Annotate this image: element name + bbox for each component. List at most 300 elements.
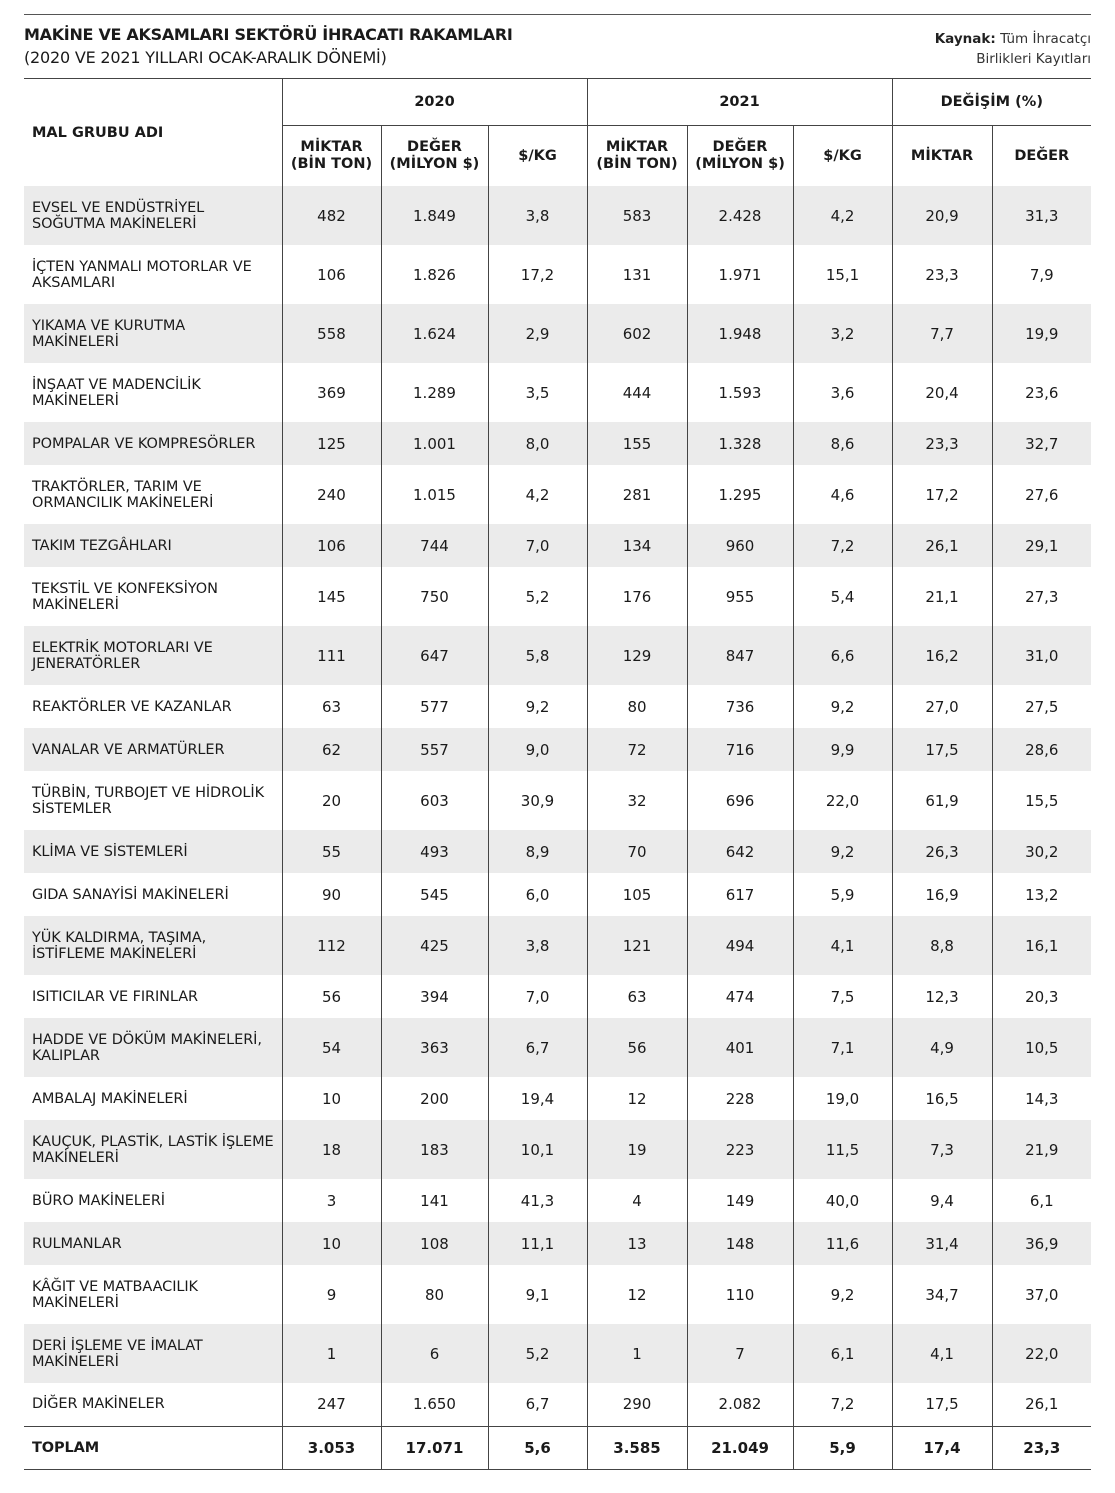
cell-deger-2021: 1.328 xyxy=(687,422,793,465)
cell-miktar-2021: 131 xyxy=(587,245,687,304)
cell-change-miktar: 4,1 xyxy=(892,1324,992,1383)
cell-perkg-2021: 7,2 xyxy=(793,524,892,567)
row-label-line: DERİ İŞLEME VE İMALAT xyxy=(32,1337,203,1354)
cell-perkg-2021: 22,0 xyxy=(793,771,892,830)
cell-deger-2020: 394 xyxy=(381,975,488,1018)
group-header-2020: 2020 xyxy=(282,79,587,126)
row-label-line: TÜRBİN, TURBOJET VE HİDROLİK xyxy=(32,784,264,801)
cell-change-deger: 15,5 xyxy=(992,771,1091,830)
cell-deger-2020: 1.650 xyxy=(381,1383,488,1426)
row-label-line: ORMANCILIK MAKİNELERİ xyxy=(32,494,214,511)
cell-perkg-2020: 17,2 xyxy=(488,245,587,304)
cell-perkg-2020: 5,2 xyxy=(488,567,587,626)
cell-change-miktar: 16,9 xyxy=(892,873,992,916)
cell-deger-2020: 577 xyxy=(381,685,488,728)
cell-change-miktar: 61,9 xyxy=(892,771,992,830)
cell-deger-2020: 1.001 xyxy=(381,422,488,465)
table-row xyxy=(24,363,1091,422)
cell-miktar-2020: 54 xyxy=(282,1018,381,1077)
cell-miktar-2021: 70 xyxy=(587,830,687,873)
group-header-2021: 2021 xyxy=(587,79,892,126)
table-row xyxy=(24,1265,1091,1324)
table-row xyxy=(24,304,1091,363)
cell-change-miktar: 27,0 xyxy=(892,685,992,728)
cell-change-miktar: 34,7 xyxy=(892,1265,992,1324)
cell-miktar-2020: 63 xyxy=(282,685,381,728)
cell-miktar-2020: 145 xyxy=(282,567,381,626)
table-row xyxy=(24,1222,1091,1265)
cell-deger-2021: 960 xyxy=(687,524,793,567)
cell-deger-2020: 557 xyxy=(381,728,488,771)
cell-change-deger: 37,0 xyxy=(992,1265,1091,1324)
cell-perkg-2021: 9,2 xyxy=(793,685,892,728)
total-change-miktar: 17,4 xyxy=(892,1426,992,1469)
row-label-line: İNŞAAT VE MADENCİLİK xyxy=(32,376,201,393)
cell-change-miktar: 21,1 xyxy=(892,567,992,626)
column-header-change-deger: DEĞER xyxy=(992,126,1091,187)
table-row xyxy=(24,186,1091,245)
row-label-line: DİĞER MAKİNELER xyxy=(32,1396,165,1413)
cell-miktar-2021: 56 xyxy=(587,1018,687,1077)
row-label-line: JENERATÖRLER xyxy=(32,655,141,672)
cell-deger-2021: 1.295 xyxy=(687,465,793,524)
cell-perkg-2021: 3,2 xyxy=(793,304,892,363)
cell-change-deger: 19,9 xyxy=(992,304,1091,363)
cell-deger-2021: 401 xyxy=(687,1018,793,1077)
row-label xyxy=(24,728,282,771)
cell-change-miktar: 31,4 xyxy=(892,1222,992,1265)
row-label-line: MAKİNELERİ xyxy=(32,333,119,350)
cell-deger-2020: 200 xyxy=(381,1077,488,1120)
cell-perkg-2021: 40,0 xyxy=(793,1179,892,1222)
row-label-line: MAKİNELERİ xyxy=(32,596,119,613)
cell-change-miktar: 16,5 xyxy=(892,1077,992,1120)
cell-miktar-2020: 9 xyxy=(282,1265,381,1324)
cell-perkg-2020: 30,9 xyxy=(488,771,587,830)
cell-change-deger: 21,9 xyxy=(992,1120,1091,1179)
cell-miktar-2020: 10 xyxy=(282,1222,381,1265)
total-deger-2021: 21.049 xyxy=(687,1426,793,1469)
total-deger-2020: 17.071 xyxy=(381,1426,488,1469)
cell-change-deger: 36,9 xyxy=(992,1222,1091,1265)
cell-miktar-2021: 155 xyxy=(587,422,687,465)
table-row xyxy=(24,465,1091,524)
source-line2: Birlikleri Kayıtları xyxy=(976,51,1091,67)
cell-perkg-2020: 7,0 xyxy=(488,524,587,567)
column-header-miktar-2021: MİKTAR (BİN TON) xyxy=(596,139,678,172)
cell-perkg-2020: 2,9 xyxy=(488,304,587,363)
cell-change-deger: 27,3 xyxy=(992,567,1091,626)
cell-perkg-2020: 7,0 xyxy=(488,975,587,1018)
column-header-miktar-2020: MİKTAR (BİN TON) xyxy=(290,139,373,172)
cell-change-deger: 28,6 xyxy=(992,728,1091,771)
cell-miktar-2020: 369 xyxy=(282,363,381,422)
total-miktar-2021: 3.585 xyxy=(587,1426,687,1469)
row-label-line: VANALAR VE ARMATÜRLER xyxy=(32,741,225,758)
cell-miktar-2021: 63 xyxy=(587,975,687,1018)
cell-change-deger: 29,1 xyxy=(992,524,1091,567)
cell-deger-2020: 108 xyxy=(381,1222,488,1265)
table-row xyxy=(24,567,1091,626)
cell-deger-2021: 642 xyxy=(687,830,793,873)
cell-change-miktar: 9,4 xyxy=(892,1179,992,1222)
table-row xyxy=(24,1018,1091,1077)
cell-perkg-2021: 5,4 xyxy=(793,567,892,626)
cell-change-deger: 27,6 xyxy=(992,465,1091,524)
cell-deger-2021: 696 xyxy=(687,771,793,830)
row-label-line: SOĞUTMA MAKİNELERİ xyxy=(32,215,197,232)
cell-miktar-2021: 176 xyxy=(587,567,687,626)
row-label xyxy=(24,1120,282,1179)
table-row xyxy=(24,422,1091,465)
cell-deger-2020: 1.289 xyxy=(381,363,488,422)
cell-deger-2021: 1.593 xyxy=(687,363,793,422)
table-row xyxy=(24,873,1091,916)
row-label-line: POMPALAR VE KOMPRESÖRLER xyxy=(32,435,256,452)
cell-miktar-2021: 583 xyxy=(587,186,687,245)
cell-change-miktar: 20,4 xyxy=(892,363,992,422)
cell-perkg-2020: 19,4 xyxy=(488,1077,587,1120)
cell-perkg-2021: 11,6 xyxy=(793,1222,892,1265)
cell-change-deger: 13,2 xyxy=(992,873,1091,916)
cell-deger-2020: 80 xyxy=(381,1265,488,1324)
cell-change-miktar: 7,7 xyxy=(892,304,992,363)
table-row xyxy=(24,1179,1091,1222)
row-label-line: YIKAMA VE KURUTMA xyxy=(32,317,186,334)
cell-deger-2021: 716 xyxy=(687,728,793,771)
cell-deger-2021: 2.082 xyxy=(687,1383,793,1426)
cell-perkg-2020: 5,8 xyxy=(488,626,587,685)
column-header-name: MAL GRUBU ADI xyxy=(24,79,282,187)
row-label-line: KÂĞIT VE MATBAACILIK xyxy=(32,1278,198,1295)
cell-deger-2021: 617 xyxy=(687,873,793,916)
cell-change-deger: 26,1 xyxy=(992,1383,1091,1426)
cell-change-deger: 14,3 xyxy=(992,1077,1091,1120)
row-label xyxy=(24,873,282,916)
row-label xyxy=(24,186,282,245)
cell-miktar-2020: 20 xyxy=(282,771,381,830)
row-label-line: MAKİNELERİ xyxy=(32,1149,119,1166)
cell-miktar-2020: 1 xyxy=(282,1324,381,1383)
cell-deger-2020: 1.624 xyxy=(381,304,488,363)
total-change-deger: 23,3 xyxy=(992,1426,1091,1469)
row-label xyxy=(24,916,282,975)
cell-perkg-2021: 5,9 xyxy=(793,873,892,916)
cell-change-deger: 27,5 xyxy=(992,685,1091,728)
page-subtitle: (2020 VE 2021 YILLARI OCAK-ARALIK DÖNEMİ) xyxy=(24,48,387,67)
cell-deger-2020: 493 xyxy=(381,830,488,873)
cell-perkg-2020: 9,1 xyxy=(488,1265,587,1324)
cell-perkg-2021: 7,5 xyxy=(793,975,892,1018)
cell-miktar-2021: 19 xyxy=(587,1120,687,1179)
table-row xyxy=(24,1120,1091,1179)
cell-deger-2021: 474 xyxy=(687,975,793,1018)
cell-deger-2021: 228 xyxy=(687,1077,793,1120)
column-header-deger-2020: DEĞER (MİLYON $) xyxy=(381,126,488,187)
cell-miktar-2021: 602 xyxy=(587,304,687,363)
cell-deger-2021: 149 xyxy=(687,1179,793,1222)
cell-perkg-2021: 4,1 xyxy=(793,916,892,975)
cell-change-miktar: 17,2 xyxy=(892,465,992,524)
group-header-change: DEĞİŞİM (%) xyxy=(892,79,1091,126)
cell-change-miktar: 23,3 xyxy=(892,245,992,304)
row-label-line: KLİMA VE SİSTEMLERİ xyxy=(32,843,188,860)
table-row xyxy=(24,728,1091,771)
cell-deger-2020: 141 xyxy=(381,1179,488,1222)
row-label-line: SİSTEMLER xyxy=(32,800,112,817)
cell-miktar-2021: 281 xyxy=(587,465,687,524)
cell-change-deger: 32,7 xyxy=(992,422,1091,465)
cell-deger-2021: 110 xyxy=(687,1265,793,1324)
row-label-line: İÇTEN YANMALI MOTORLAR VE xyxy=(32,258,252,275)
cell-miktar-2021: 105 xyxy=(587,873,687,916)
cell-change-miktar: 23,3 xyxy=(892,422,992,465)
cell-deger-2021: 1.948 xyxy=(687,304,793,363)
row-label-line: MAKİNELERİ xyxy=(32,1294,119,1311)
cell-change-deger: 7,9 xyxy=(992,245,1091,304)
cell-deger-2021: 955 xyxy=(687,567,793,626)
cell-perkg-2020: 3,8 xyxy=(488,916,587,975)
table-row xyxy=(24,626,1091,685)
row-label xyxy=(24,524,282,567)
cell-miktar-2021: 12 xyxy=(587,1077,687,1120)
cell-deger-2020: 545 xyxy=(381,873,488,916)
cell-perkg-2021: 6,1 xyxy=(793,1324,892,1383)
source-note xyxy=(935,29,1091,69)
cell-miktar-2020: 3 xyxy=(282,1179,381,1222)
column-header-perkg-2020: $/KG xyxy=(488,126,587,187)
cell-deger-2020: 183 xyxy=(381,1120,488,1179)
row-label xyxy=(24,1324,282,1383)
row-label-line: MAKİNELERİ xyxy=(32,392,119,409)
top-rule xyxy=(24,14,1091,15)
row-label xyxy=(24,626,282,685)
cell-miktar-2021: 32 xyxy=(587,771,687,830)
cell-change-miktar: 26,3 xyxy=(892,830,992,873)
cell-deger-2020: 1.826 xyxy=(381,245,488,304)
page-title: MAKİNE VE AKSAMLARI SEKTÖRÜ İHRACATI RAKAMLARI xyxy=(24,25,513,44)
cell-change-deger: 20,3 xyxy=(992,975,1091,1018)
cell-perkg-2021: 9,2 xyxy=(793,1265,892,1324)
cell-change-deger: 16,1 xyxy=(992,916,1091,975)
total-miktar-2020: 3.053 xyxy=(282,1426,381,1469)
cell-perkg-2020: 11,1 xyxy=(488,1222,587,1265)
row-label-line: KAUÇUK, PLASTİK, LASTİK İŞLEME xyxy=(32,1133,274,1150)
cell-perkg-2021: 9,2 xyxy=(793,830,892,873)
total-row xyxy=(24,1426,1091,1469)
cell-miktar-2021: 444 xyxy=(587,363,687,422)
row-label xyxy=(24,422,282,465)
cell-perkg-2021: 9,9 xyxy=(793,728,892,771)
column-header-perkg-2021: $/KG xyxy=(793,126,892,187)
cell-change-deger: 6,1 xyxy=(992,1179,1091,1222)
cell-deger-2020: 1.015 xyxy=(381,465,488,524)
cell-miktar-2021: 121 xyxy=(587,916,687,975)
cell-deger-2021: 223 xyxy=(687,1120,793,1179)
cell-perkg-2020: 41,3 xyxy=(488,1179,587,1222)
cell-change-miktar: 26,1 xyxy=(892,524,992,567)
cell-miktar-2020: 240 xyxy=(282,465,381,524)
cell-perkg-2020: 4,2 xyxy=(488,465,587,524)
row-label-line: KALIPLAR xyxy=(32,1047,100,1064)
cell-miktar-2021: 129 xyxy=(587,626,687,685)
row-label-line: İSTİFLEME MAKİNELERİ xyxy=(32,945,197,962)
cell-deger-2021: 7 xyxy=(687,1324,793,1383)
source-label: Kaynak: xyxy=(934,31,996,47)
row-label xyxy=(24,1265,282,1324)
table-row xyxy=(24,975,1091,1018)
cell-perkg-2021: 19,0 xyxy=(793,1077,892,1120)
row-label xyxy=(24,685,282,728)
table-row xyxy=(24,1077,1091,1120)
cell-miktar-2021: 1 xyxy=(587,1324,687,1383)
row-label-line: HADDE VE DÖKÜM MAKİNELERİ, xyxy=(32,1031,262,1048)
cell-change-miktar: 8,8 xyxy=(892,916,992,975)
total-label: TOPLAM xyxy=(32,1439,100,1456)
row-label-line: MAKİNELERİ xyxy=(32,1353,119,1370)
cell-change-miktar: 17,5 xyxy=(892,728,992,771)
export-table xyxy=(24,78,1091,1470)
cell-miktar-2021: 80 xyxy=(587,685,687,728)
cell-perkg-2021: 8,6 xyxy=(793,422,892,465)
row-label-line: TAKIM TEZGÂHLARI xyxy=(32,537,172,554)
cell-miktar-2020: 558 xyxy=(282,304,381,363)
cell-miktar-2020: 106 xyxy=(282,524,381,567)
row-label-line: YÜK KALDIRMA, TAŞIMA, xyxy=(32,929,207,946)
cell-miktar-2020: 10 xyxy=(282,1077,381,1120)
table-row xyxy=(24,685,1091,728)
cell-change-deger: 31,0 xyxy=(992,626,1091,685)
cell-change-miktar: 20,9 xyxy=(892,186,992,245)
row-label xyxy=(24,975,282,1018)
cell-miktar-2020: 111 xyxy=(282,626,381,685)
cell-miktar-2021: 290 xyxy=(587,1383,687,1426)
cell-miktar-2020: 112 xyxy=(282,916,381,975)
cell-deger-2021: 1.971 xyxy=(687,245,793,304)
row-label xyxy=(24,363,282,422)
cell-miktar-2020: 125 xyxy=(282,422,381,465)
cell-deger-2021: 736 xyxy=(687,685,793,728)
cell-miktar-2021: 12 xyxy=(587,1265,687,1324)
cell-perkg-2020: 6,7 xyxy=(488,1018,587,1077)
cell-miktar-2021: 134 xyxy=(587,524,687,567)
cell-perkg-2020: 9,0 xyxy=(488,728,587,771)
row-label-line: AKSAMLARI xyxy=(32,274,116,291)
total-perkg-2020: 5,6 xyxy=(488,1426,587,1469)
cell-change-miktar: 7,3 xyxy=(892,1120,992,1179)
row-label xyxy=(24,1383,282,1426)
table-row xyxy=(24,916,1091,975)
table-row xyxy=(24,1324,1091,1383)
cell-perkg-2020: 8,9 xyxy=(488,830,587,873)
cell-perkg-2020: 3,5 xyxy=(488,363,587,422)
cell-change-miktar: 16,2 xyxy=(892,626,992,685)
row-label-line: AMBALAJ MAKİNELERİ xyxy=(32,1090,188,1107)
row-label-line: TEKSTİL VE KONFEKSİYON xyxy=(32,580,218,597)
cell-miktar-2021: 72 xyxy=(587,728,687,771)
cell-deger-2020: 6 xyxy=(381,1324,488,1383)
cell-change-deger: 30,2 xyxy=(992,830,1091,873)
row-label xyxy=(24,1018,282,1077)
cell-miktar-2021: 4 xyxy=(587,1179,687,1222)
cell-change-deger: 31,3 xyxy=(992,186,1091,245)
cell-miktar-2021: 13 xyxy=(587,1222,687,1265)
row-label xyxy=(24,465,282,524)
table-body xyxy=(24,186,1091,1469)
cell-perkg-2020: 10,1 xyxy=(488,1120,587,1179)
cell-deger-2020: 744 xyxy=(381,524,488,567)
source-line1: Tüm İhracatçı xyxy=(1000,31,1091,47)
cell-miktar-2020: 482 xyxy=(282,186,381,245)
cell-deger-2020: 1.849 xyxy=(381,186,488,245)
cell-miktar-2020: 55 xyxy=(282,830,381,873)
cell-perkg-2021: 6,6 xyxy=(793,626,892,685)
cell-perkg-2020: 5,2 xyxy=(488,1324,587,1383)
cell-deger-2020: 603 xyxy=(381,771,488,830)
cell-miktar-2020: 18 xyxy=(282,1120,381,1179)
cell-change-miktar: 12,3 xyxy=(892,975,992,1018)
cell-miktar-2020: 106 xyxy=(282,245,381,304)
cell-perkg-2021: 11,5 xyxy=(793,1120,892,1179)
row-label-line: EVSEL VE ENDÜSTRİYEL xyxy=(32,199,205,216)
row-label xyxy=(24,245,282,304)
cell-perkg-2020: 6,0 xyxy=(488,873,587,916)
cell-perkg-2020: 9,2 xyxy=(488,685,587,728)
cell-deger-2020: 647 xyxy=(381,626,488,685)
row-label xyxy=(24,567,282,626)
table-row xyxy=(24,771,1091,830)
table-row xyxy=(24,830,1091,873)
row-label xyxy=(24,771,282,830)
cell-perkg-2021: 7,1 xyxy=(793,1018,892,1077)
row-label-line: ISITICILAR VE FIRINLAR xyxy=(32,988,199,1005)
total-perkg-2021: 5,9 xyxy=(793,1426,892,1469)
table-row xyxy=(24,524,1091,567)
cell-deger-2021: 847 xyxy=(687,626,793,685)
cell-deger-2020: 425 xyxy=(381,916,488,975)
cell-change-deger: 22,0 xyxy=(992,1324,1091,1383)
table-row xyxy=(24,245,1091,304)
row-label-line: RULMANLAR xyxy=(32,1235,122,1252)
cell-change-miktar: 4,9 xyxy=(892,1018,992,1077)
cell-change-miktar: 17,5 xyxy=(892,1383,992,1426)
cell-miktar-2020: 62 xyxy=(282,728,381,771)
row-label xyxy=(24,830,282,873)
cell-change-deger: 10,5 xyxy=(992,1018,1091,1077)
cell-perkg-2021: 3,6 xyxy=(793,363,892,422)
row-label-line: TRAKTÖRLER, TARIM VE xyxy=(32,478,202,495)
table-row xyxy=(24,1383,1091,1426)
cell-miktar-2020: 90 xyxy=(282,873,381,916)
cell-deger-2020: 750 xyxy=(381,567,488,626)
cell-miktar-2020: 247 xyxy=(282,1383,381,1426)
cell-deger-2021: 148 xyxy=(687,1222,793,1265)
cell-perkg-2020: 8,0 xyxy=(488,422,587,465)
row-label xyxy=(24,1222,282,1265)
cell-perkg-2021: 4,6 xyxy=(793,465,892,524)
cell-perkg-2020: 6,7 xyxy=(488,1383,587,1426)
cell-perkg-2020: 3,8 xyxy=(488,186,587,245)
cell-deger-2020: 363 xyxy=(381,1018,488,1077)
row-label xyxy=(24,1077,282,1120)
row-label xyxy=(24,1179,282,1222)
cell-miktar-2020: 56 xyxy=(282,975,381,1018)
row-label-line: BÜRO MAKİNELERİ xyxy=(32,1192,165,1209)
column-header-deger-2021: DEĞER (MİLYON $) xyxy=(687,126,793,187)
cell-perkg-2021: 7,2 xyxy=(793,1383,892,1426)
cell-deger-2021: 2.428 xyxy=(687,186,793,245)
row-label-line: REAKTÖRLER VE KAZANLAR xyxy=(32,698,232,715)
